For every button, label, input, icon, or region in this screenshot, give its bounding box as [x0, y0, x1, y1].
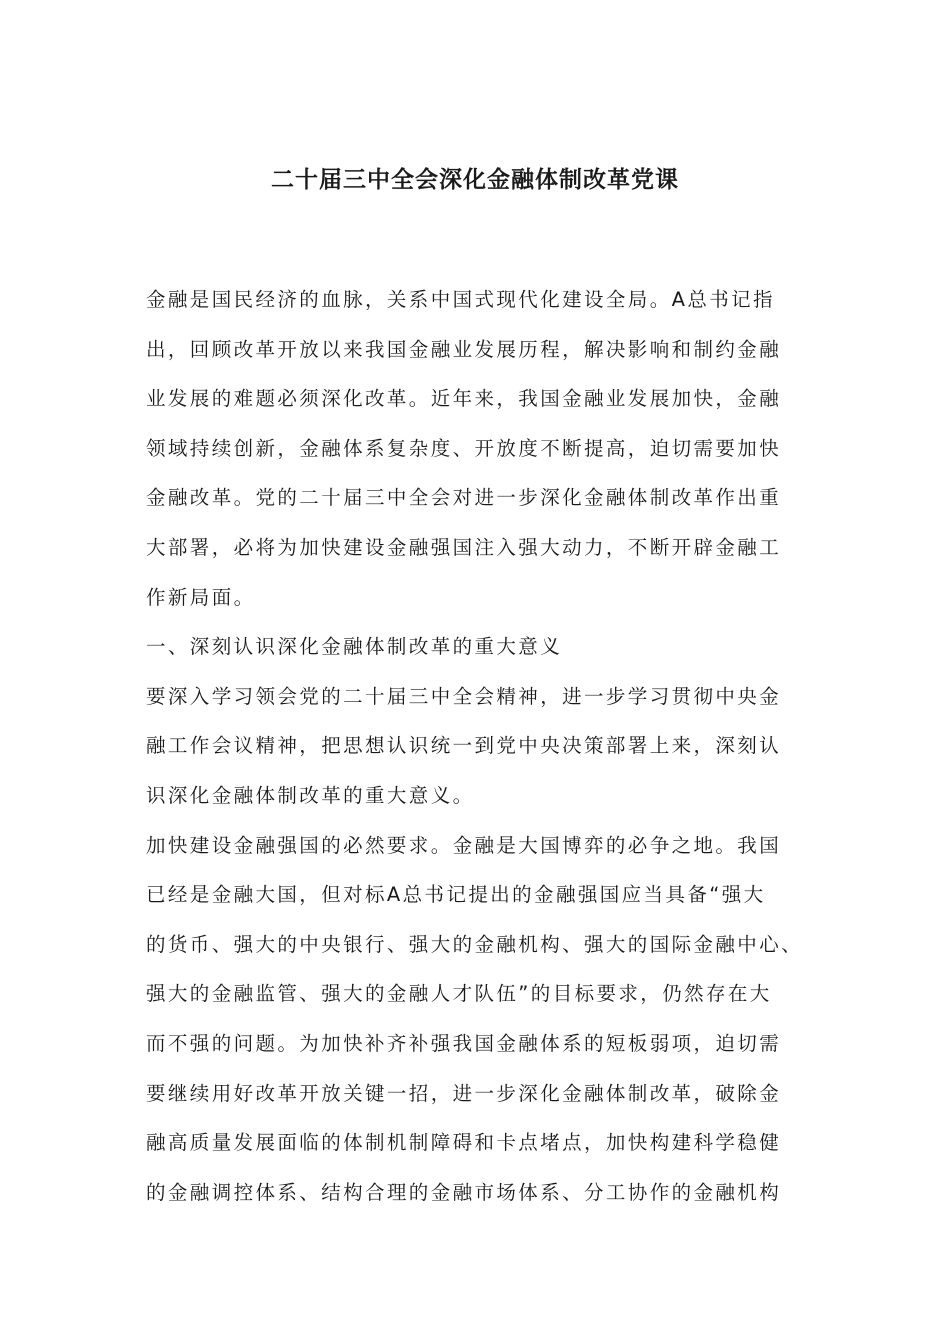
document-body: [146, 275, 811, 1217]
text-line: 要继续用好改革开放关键一招，进一步深化金融体制改革，破除金: [146, 1081, 782, 1105]
text-line: 领域持续创新，金融体系复杂度、开放度不断提高，迫切需要加快: [146, 436, 782, 460]
text-line: 的货币、强大的中央银行、强大的金融机构、强大的国际金融中心、: [146, 932, 804, 956]
text-line: 强大的金融监管、强大的金融人才队伍”的目标要求，仍然存在大: [146, 982, 772, 1006]
text-line: 金融改革。党的二十届三中全会对进一步深化金融体制改革作出重: [146, 486, 782, 510]
text-line: 融工作会议精神，把思想认识统一到党中央决策部署上来，深刻认: [146, 734, 782, 758]
text-line: 业发展的难题必须深化改革。近年来，我国金融业发展加快，金融: [146, 387, 782, 411]
text-line: 融高质量发展面临的体制机制障碍和卡点堵点，加快构建科学稳健: [146, 1131, 782, 1155]
text-line: 而不强的问题。为加快补齐补强我国金融体系的短板弱项，迫切需: [146, 1031, 782, 1055]
text-line: 要深入学习领会党的二十届三中全会精神，进一步学习贯彻中央金: [146, 684, 782, 708]
text-line: 出，回顾改革开放以来我国金融业发展历程，解决影响和制约金融: [146, 337, 782, 361]
text-line: 作新局面。: [146, 585, 256, 609]
text-line: 的金融调控体系、结构合理的金融市场体系、分工协作的金融机构: [146, 1180, 782, 1204]
section-heading: 一、深刻认识深化金融体制改革的重大意义: [146, 635, 563, 659]
text-line: 加快建设金融强国的必然要求。金融是大国博弈的必争之地。我国: [146, 833, 782, 857]
text-line: 金融是国民经济的血脉，关系中国式现代化建设全局。A总书记指: [146, 288, 775, 311]
text-line: 大部署，必将为加快建设金融强国注入强大动力，不断开辟金融工: [146, 535, 782, 559]
text-line: 识深化金融体制改革的重大意义。: [146, 783, 475, 807]
document-title: 二十届三中全会深化金融体制改革党课: [271, 167, 679, 193]
text-line: 已经是金融大国，但对标A总书记提出的金融强国应当具备“强大: [146, 883, 766, 907]
